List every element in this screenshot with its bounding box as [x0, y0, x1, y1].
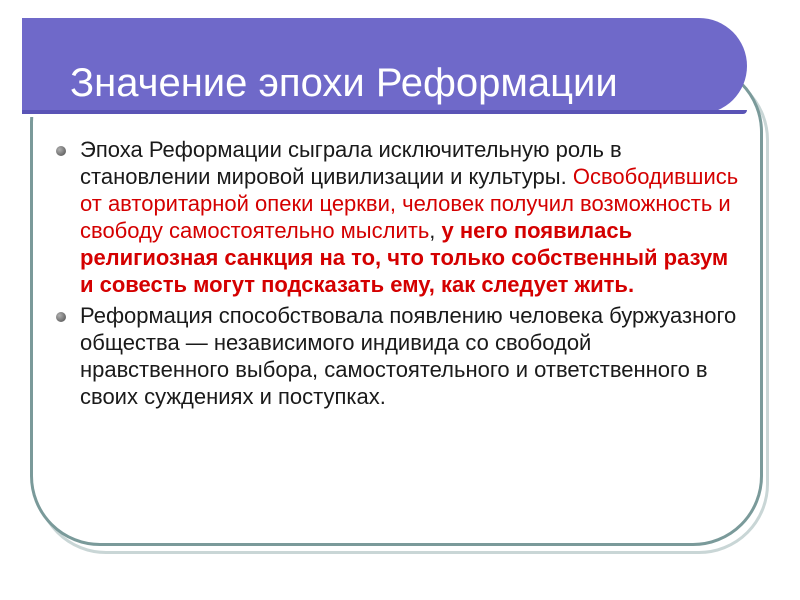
bullet-item: [50, 136, 740, 298]
bullet-dot-icon: [56, 146, 66, 156]
title-bar: [22, 18, 747, 114]
slide-content: [50, 136, 740, 414]
slide-title: Значение эпохи Реформации: [70, 61, 618, 105]
bullet-item: [50, 302, 740, 410]
bullet-text-intro: Эпоха Реформации сыграла исключительную роль в становлении мировой цивилизации и культуры.: [80, 137, 622, 189]
bullet-dot-icon: [56, 312, 66, 322]
title-underline: [22, 114, 712, 117]
bullet-text: Реформация способствовала появлению человека буржуазного общества — независимого индивида со свободой нравственного выбора, самостоятельного и ответственного в своих суждениях и поступках.: [80, 303, 737, 409]
bullet-text-separator: ,: [429, 218, 442, 243]
bullet-text-emphasis: у него появилась религиозная санкция на то, что только собственный разум и совесть могут подсказать ему, как следует жить.: [80, 218, 729, 297]
bullet-text-highlight: Освободившись от авторитарной опеки церкви, человек получил возможность и свободу самостоятельно мыслить: [80, 164, 739, 243]
